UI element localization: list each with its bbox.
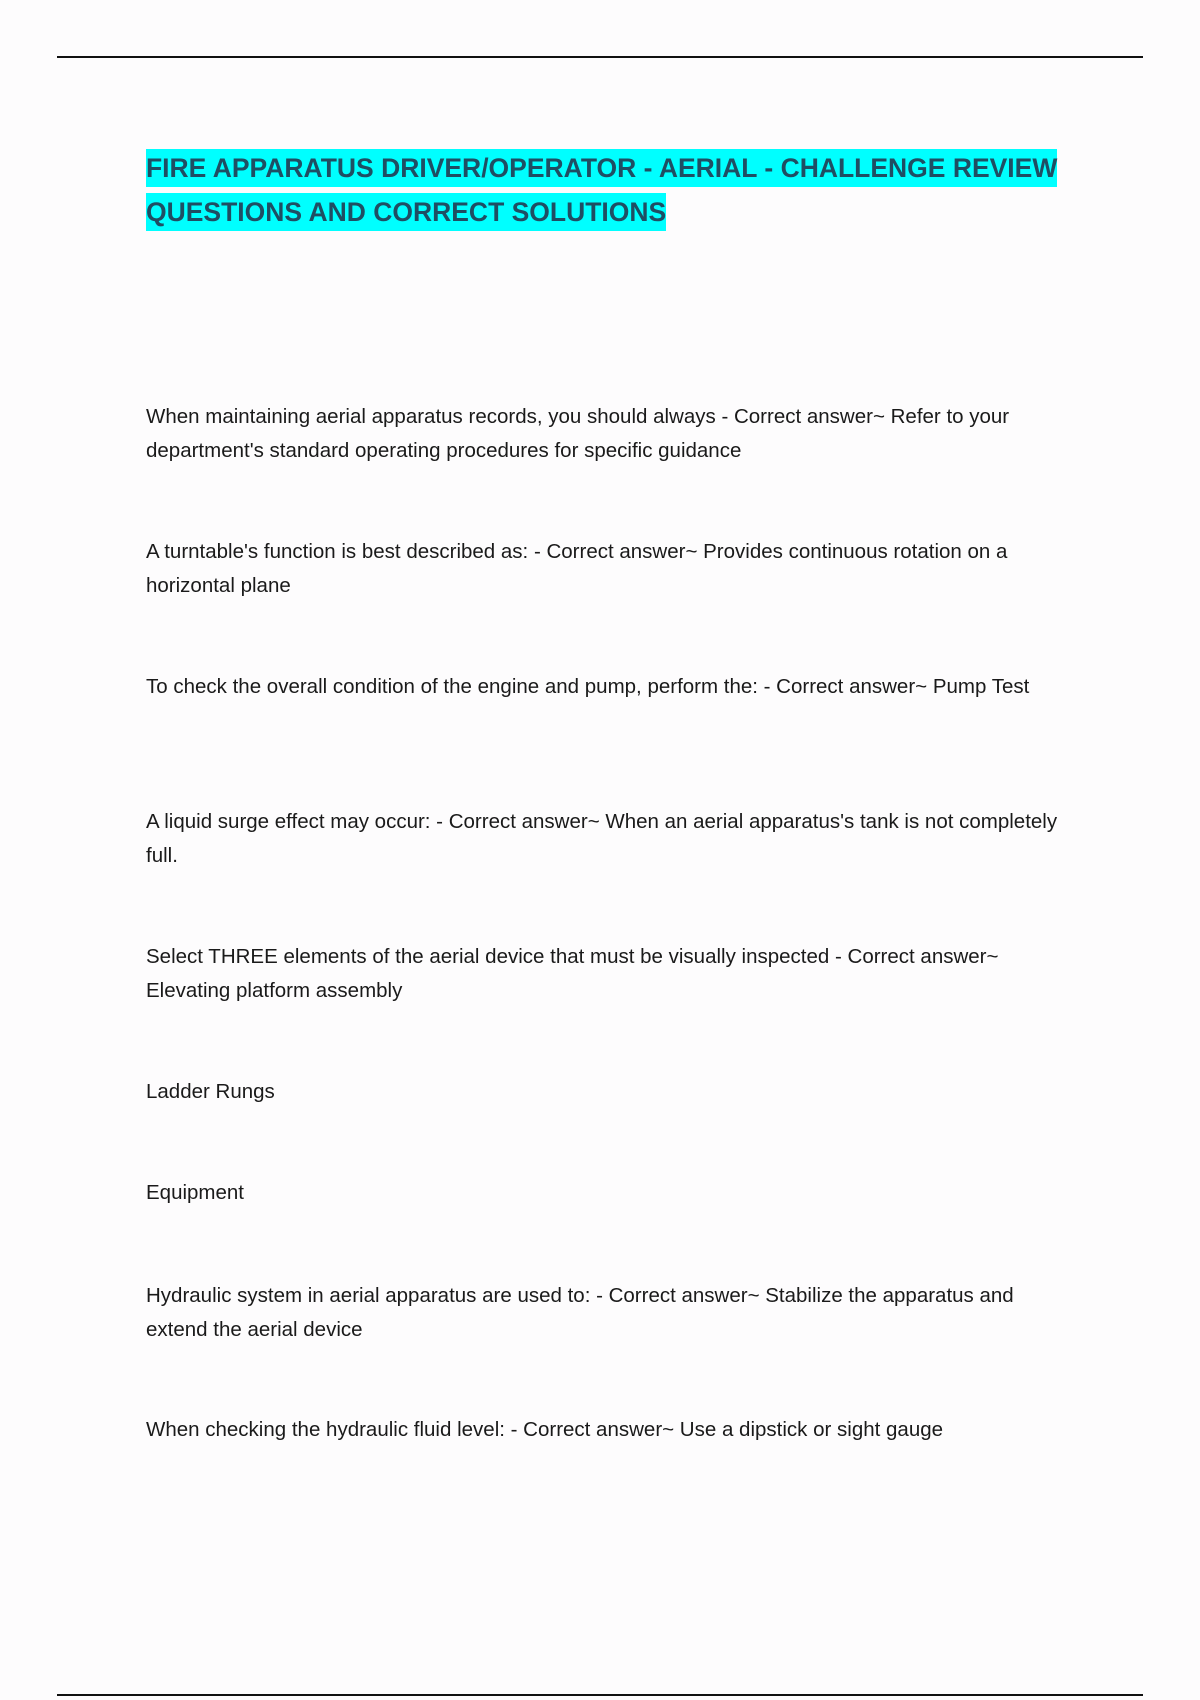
- question-paragraph-3: To check the overall condition of the engine and pump, perform the: - Correct answer~ Pump Test: [146, 675, 1030, 698]
- answer-paragraph-equipment: Equipment: [146, 1181, 245, 1204]
- top-rule: [57, 56, 1143, 58]
- question-paragraph-4: A liquid surge effect may occur: - Correct answer~ When an aerial apparatus's tank is not completely full.: [146, 810, 1058, 867]
- question-paragraph-1: When maintaining aerial apparatus records, you should always - Correct answer~ Refer to your department's standard operating procedures for specific guidance: [146, 405, 1010, 462]
- title-line-1: FIRE APPARATUS DRIVER/OPERATOR - AERIAL - CHALLENGE REVIEW: [146, 149, 1057, 187]
- answer-paragraph-ladder-rungs: Ladder Rungs: [146, 1080, 275, 1103]
- question-paragraph-6: Hydraulic system in aerial apparatus are used to: - Correct answer~ Stabilize the apparatus and extend the aerial device: [146, 1284, 1014, 1341]
- document-title: [146, 146, 1096, 234]
- question-paragraph-2: A turntable's function is best described as: - Correct answer~ Provides continuous rotation on a horizontal plane: [146, 540, 1008, 597]
- title-line-2: QUESTIONS AND CORRECT SOLUTIONS: [146, 193, 666, 231]
- question-paragraph-7: When checking the hydraulic fluid level: - Correct answer~ Use a dipstick or sight gauge: [146, 1418, 944, 1441]
- bottom-rule: [57, 1694, 1143, 1696]
- question-paragraph-5: Select THREE elements of the aerial device that must be visually inspected - Correct answer~ Elevating platform assembly: [146, 945, 999, 1002]
